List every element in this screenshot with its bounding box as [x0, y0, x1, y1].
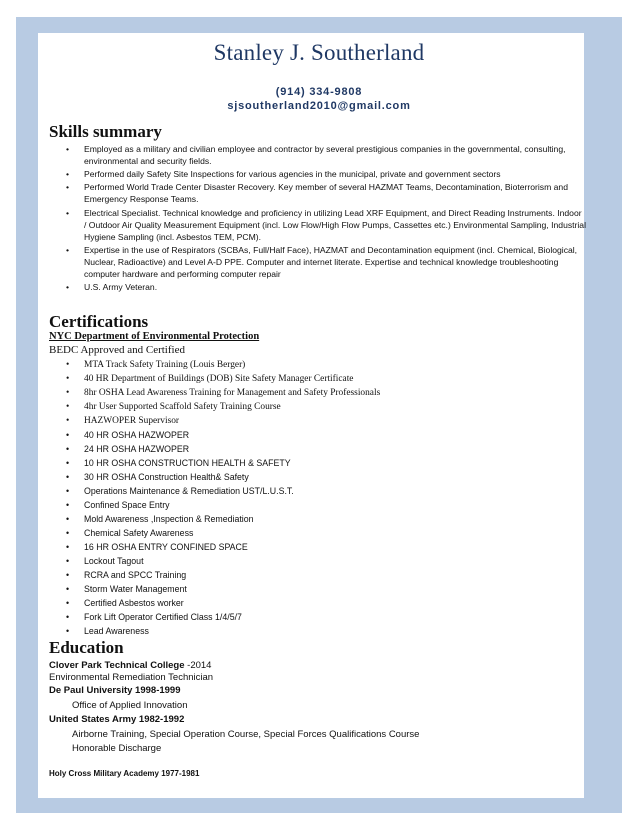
skills-item: • Expertise in the use of Respirators (SCBAs, Full/Half Face), HAZMAT and Decontamination equipment (incl. Chemical, Biological, Nuclear, Radioactive) and Level A-D PPE. Computer and internet literate. Expertise and technical knowledge troubleshooting computer hardware and performing computer repair [66, 244, 586, 280]
education-detail: Honorable Discharge [72, 743, 162, 754]
cert-item: • HAZWOPER Supervisor [66, 414, 546, 428]
skills-heading: Skills summary [49, 122, 162, 141]
education-entry-army: United States Army 1982-1992 [49, 714, 185, 725]
certifications-list [66, 358, 546, 638]
cert-item: • 10 HR OSHA CONSTRUCTION HEALTH & SAFETY [66, 456, 546, 470]
education-entry-clover-park [49, 660, 211, 671]
education-detail: Airborne Training, Special Operation Course, Special Forces Qualifications Course [72, 729, 420, 740]
skills-item: • U.S. Army Veteran. [66, 281, 586, 293]
email-address: sjsoutherland2010@gmail.com [227, 100, 411, 112]
cert-item: • Confined Space Entry [66, 498, 546, 512]
cert-item: • 40 HR Department of Buildings (DOB) Site Safety Manager Certificate [66, 372, 546, 386]
education-detail: Office of Applied Innovation [72, 700, 188, 711]
cert-item: • 8hr OSHA Lead Awareness Training for Management and Safety Professionals [66, 386, 546, 400]
education-detail: Environmental Remediation Technician [49, 672, 214, 683]
phone-number: (914) 334-9808 [275, 86, 363, 98]
cert-item: • Certified Asbestos worker [66, 596, 546, 610]
school-year: -2014 [184, 660, 212, 671]
cert-item: • 24 HR OSHA HAZWOPER [66, 442, 546, 456]
education-heading: Education [49, 638, 124, 657]
certifications-org: NYC Department of Environmental Protection [49, 331, 260, 342]
cert-item: • 40 HR OSHA HAZWOPER [66, 428, 546, 442]
skills-list [66, 143, 586, 294]
education-entry-holy-cross: Holy Cross Military Academy 1977-1981 [49, 769, 200, 778]
cert-item: • 30 HR OSHA Construction Health& Safety [66, 470, 546, 484]
resume-name: Stanley J. Southerland [213, 40, 425, 65]
cert-item: • Lead Awareness [66, 624, 546, 638]
skills-item: • Electrical Specialist. Technical knowledge and proficiency in utilizing Lead XRF Equipment, and Direct Reading Instruments. Indoor / Outdoor Air Quality Measurement Equipment (incl. Low Flow/High Flow Pumps, Cassettes etc.) Environmental Sampling, Industrial Hygiene Sampling (incl. Asbestos TEM, PCM). [66, 207, 586, 243]
certifications-subheading: BEDC Approved and Certified [49, 344, 185, 356]
cert-item: • Storm Water Management [66, 582, 546, 596]
cert-item: • MTA Track Safety Training (Louis Berger) [66, 358, 546, 372]
skills-item: • Performed World Trade Center Disaster Recovery. Key member of several HAZMAT Teams, Decontamination, Bioterrorism and Emergency Response Teams. [66, 181, 586, 205]
cert-item: • RCRA and SPCC Training [66, 568, 546, 582]
school-name: Clover Park Technical College [49, 660, 185, 671]
cert-item: • 4hr User Supported Scaffold Safety Training Course [66, 400, 546, 414]
education-entry-depaul: De Paul University 1998-1999 [49, 685, 181, 696]
skills-item: • Employed as a military and civilian employee and contractor by several prestigious companies in the governmental, consulting, environmental and security fields. [66, 143, 586, 167]
cert-item: • Mold Awareness ,Inspection & Remediation [66, 512, 546, 526]
cert-item: • Lockout Tagout [66, 554, 546, 568]
cert-item: • 16 HR OSHA ENTRY CONFINED SPACE [66, 540, 546, 554]
skills-item: • Performed daily Safety Site Inspections for various agencies in the municipal, private and government sectors [66, 168, 586, 180]
cert-item: • Chemical Safety Awareness [66, 526, 546, 540]
cert-item: • Operations Maintenance & Remediation UST/L.U.S.T. [66, 484, 546, 498]
certifications-heading: Certifications [49, 312, 149, 331]
cert-item: • Fork Lift Operator Certified Class 1/4/5/7 [66, 610, 546, 624]
